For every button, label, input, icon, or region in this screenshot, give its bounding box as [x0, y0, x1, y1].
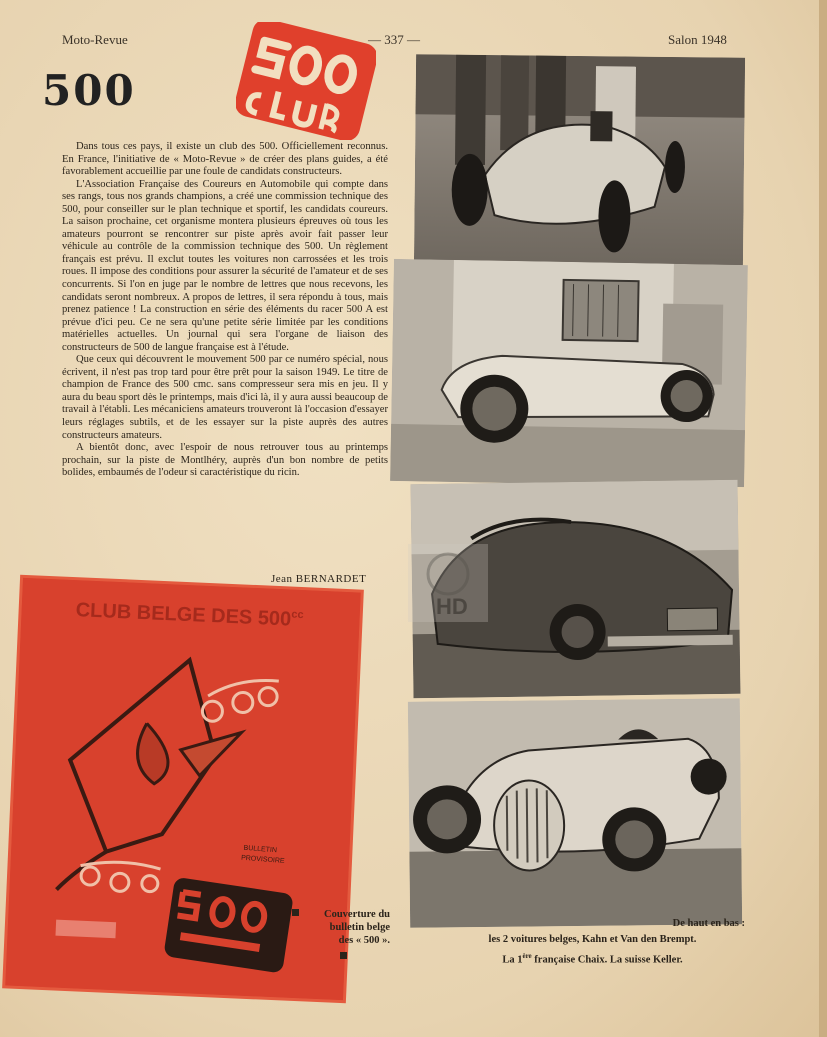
- page-title: 500: [42, 66, 136, 115]
- photos-caption-line: les 2 voitures belges, Kahn et Van den Brempt.: [488, 934, 697, 945]
- caption-bullet: [292, 909, 299, 916]
- svg-text:HD: HD: [436, 594, 468, 619]
- article-author: Jean BERNARDET: [271, 573, 367, 585]
- caption-bullet: [340, 952, 347, 959]
- article-paragraph: A bientôt donc, avec l'espoir de nous retrouver tous au printemps prochain, sur la piste de Montlhéry, auprès d'un bon nombre de petits bolides, embaumés de l'odeur si caractéristique du ricin.: [62, 442, 388, 479]
- photo-van-den-brempt-car: [390, 259, 748, 487]
- photos-caption: [440, 916, 745, 969]
- cover-stamp-line1: BULLETIN: [243, 844, 278, 855]
- photos-caption-line: De haut en bas :: [672, 918, 745, 929]
- club-500-logo: [236, 22, 376, 140]
- article-paragraph: L'Association Française des Coureurs en Automobile qui compte dans ses rangs, tous nos grands champions, a créé une commission technique des 500, pour conseiller sur le plan technique et sportif, les candidats coureurs. La saison prochaine, cet organisme montera plusieurs épreuves où tous les amateurs pourront se rencontrer sur piste après avoir fait passer leur véhicule au contrôle de la commission technique des 500. Un règlement français est prévu. Il exclut toutes les voitures non carrossées et les trois roues. Il impose des conditions pour assurer la sécurité de l'amateur et de ses concurrents. Si l'on en juge par le nombre de lettres que nous recevons, les candidats seront nombreux. A propos de lettres, il sera répondu à tous, mais prenez patience ! La construction en série des éléments du racer 500 A est prévue d'ici peu. Ce ne sera qu'une petite série limitée par les conditions matérielles actuelles. Un journal qui sera l'organe de liaison des constructeurs de 500 de langue française est à l'étude.: [62, 178, 388, 353]
- cover-stamp-line2: PROVISOIRE: [240, 854, 285, 866]
- header-issue: Salon 1948: [668, 32, 727, 47]
- cover-caption: [298, 908, 390, 947]
- hd-watermark: [408, 544, 488, 622]
- photo-kahn-car: [414, 54, 745, 271]
- photos-caption-line: La 1ère française Chaix. La suisse Keller.: [502, 952, 683, 966]
- header-magazine-name: Moto-Revue: [62, 32, 128, 47]
- header-page-number: — 337 —: [368, 32, 420, 47]
- article-paragraph: Que ceux qui découvrent le mouvement 500 par ce numéro spécial, nous écrivent, il n'est pas trop tard pour être prêt pour la saison 1949. Le titre de champion de France des 500 cmc. sans compresseur sera mis en jeu. Il y aura du beau sport dès le printemps, mais d'ici là, il y aura aussi beaucoup de travail à l'établi. Les mécaniciens amateurs trouveront là l'occasion d'essayer leurs réglages subtils, et de les essayer sur la piste auprès des autres constructeurs amateurs.: [62, 354, 388, 441]
- page-edge: [819, 0, 827, 1037]
- cover-caption-line: bulletin belge: [329, 922, 390, 933]
- cover-heading: CLUB BELGE DES $500^{cc}$: [75, 599, 304, 631]
- article-paragraph: Dans tous ces pays, il existe un club des 500. Officiellement reconnus. En France, l'initiative de « Moto-Revue » de créer des plans guides, a été favorablement accueillie par une foule de candidats constructeurs.: [62, 141, 388, 178]
- cover-caption-line: Couverture du: [323, 909, 390, 920]
- cover-caption-line: des « 500 ».: [338, 935, 390, 946]
- article-body: [62, 141, 388, 480]
- photo-keller-car: [408, 698, 742, 927]
